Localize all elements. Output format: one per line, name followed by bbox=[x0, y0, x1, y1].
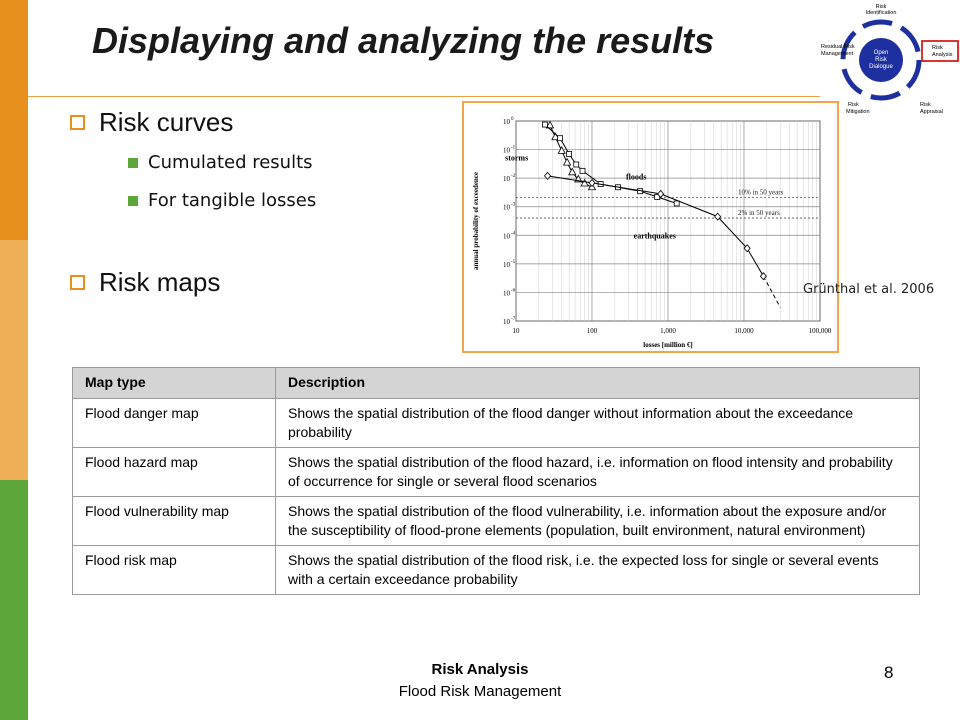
x-tick-label: 1,000 bbox=[660, 327, 676, 335]
bullet-cumulated-text: Cumulated results bbox=[148, 152, 313, 173]
table-cell-map-type: Flood vulnerability map bbox=[73, 497, 276, 546]
y-axis-label: annual probability of exceedence bbox=[472, 171, 480, 271]
cycle-node-residual-2: Management bbox=[821, 51, 854, 57]
x-tick-label: 10,000 bbox=[734, 327, 754, 335]
floods-point bbox=[574, 162, 579, 167]
storms-series-label: storms bbox=[505, 153, 529, 163]
reference-line-label: 10% in 50 years bbox=[738, 188, 784, 197]
y-tick-label: 10 bbox=[503, 232, 510, 241]
y-tick-exponent: -5 bbox=[511, 259, 516, 265]
bullet-cumulated bbox=[128, 152, 313, 173]
table-row bbox=[73, 448, 920, 497]
table-row bbox=[73, 497, 920, 546]
chart-citation: Grünthal et al. 2006 bbox=[803, 282, 935, 297]
x-tick-label: 100,000 bbox=[808, 327, 832, 335]
floods-point bbox=[580, 168, 585, 173]
bullet-risk-curves bbox=[70, 107, 233, 138]
bullet-tangible bbox=[128, 190, 316, 211]
title-divider bbox=[28, 96, 820, 97]
cycle-center-label-3: Dialogue bbox=[869, 64, 893, 70]
risk-curve-chart-frame bbox=[462, 101, 839, 353]
y-tick-label: 10 bbox=[503, 175, 510, 184]
floods-point bbox=[558, 136, 563, 141]
cycle-node-appraisal-2: Appraisal bbox=[920, 109, 943, 115]
y-tick-label: 10 bbox=[503, 318, 510, 326]
map-types-table bbox=[72, 367, 920, 595]
y-tick-exponent: -1 bbox=[511, 145, 516, 151]
cycle-node-residual-1: Residual Risk bbox=[821, 44, 855, 50]
earthquakes-series-label: earthquakes bbox=[633, 231, 676, 241]
table-cell-description: Shows the spatial distribution of the flood danger without information about the exceedance probability bbox=[276, 399, 920, 448]
y-tick-label: 10 bbox=[503, 260, 510, 269]
table-header-description: Description bbox=[276, 368, 920, 399]
risk-cycle-diagram bbox=[818, 0, 960, 128]
slide-title: Displaying and analyzing the results bbox=[92, 20, 715, 61]
cycle-node-appraisal-1: Risk bbox=[920, 102, 931, 108]
bullet-risk-maps-text: Risk maps bbox=[99, 267, 221, 297]
footer-course-title: Risk Analysis bbox=[431, 661, 529, 678]
x-tick-label: 10 bbox=[512, 327, 520, 335]
reference-line-label: 2% in 50 years bbox=[738, 209, 780, 218]
cycle-highlight-box bbox=[922, 41, 958, 61]
bullet-tangible-text: For tangible losses bbox=[148, 190, 317, 211]
table-header-map-type: Map type bbox=[73, 368, 276, 399]
square-bullet-icon bbox=[128, 196, 138, 206]
table-cell-map-type: Flood danger map bbox=[73, 399, 276, 448]
bullet-risk-curves-text: Risk curves bbox=[99, 107, 234, 137]
table-cell-map-type: Flood risk map bbox=[73, 546, 276, 595]
y-tick-label: 10 bbox=[503, 289, 510, 298]
sidebar-color-bar bbox=[0, 0, 28, 720]
y-tick-label: 10 bbox=[503, 203, 510, 212]
y-tick-exponent: -4 bbox=[511, 231, 516, 237]
risk-curve-chart bbox=[464, 103, 837, 351]
table-header-row bbox=[73, 368, 920, 399]
sidebar-light-orange-block bbox=[0, 240, 28, 480]
y-tick-exponent: -2 bbox=[511, 174, 516, 180]
checkbox-bullet-icon bbox=[70, 275, 85, 290]
table-cell-map-type: Flood hazard map bbox=[73, 448, 276, 497]
y-tick-exponent: -3 bbox=[511, 202, 516, 208]
floods-point bbox=[674, 201, 679, 206]
bullet-risk-maps bbox=[70, 267, 220, 298]
y-tick-label: 10 bbox=[503, 146, 510, 155]
y-tick-exponent: 0 bbox=[511, 117, 514, 122]
x-tick-label: 100 bbox=[586, 327, 598, 335]
square-bullet-icon bbox=[128, 158, 138, 168]
cycle-node-mitigation-1: Risk bbox=[848, 102, 859, 108]
cycle-node-analysis-1: Risk bbox=[932, 45, 943, 51]
floods-point bbox=[567, 151, 572, 156]
cycle-center-label-1: Open bbox=[873, 50, 889, 56]
sidebar-orange-block bbox=[0, 0, 28, 240]
x-axis-label: losses [million €] bbox=[643, 341, 693, 349]
table-cell-description: Shows the spatial distribution of the flood risk, i.e. the expected loss for single or several events with a certain exceedance probability bbox=[276, 546, 920, 595]
footer-subtitle: Flood Risk Management bbox=[398, 683, 562, 700]
table-cell-description: Shows the spatial distribution of the flood vulnerability, i.e. information about the exposure and/or the susceptibility of flood-prone elements (population, built environment, natural environment) bbox=[276, 497, 920, 546]
page-number: 8 bbox=[884, 663, 894, 682]
table-row bbox=[73, 546, 920, 595]
y-tick-exponent: -6 bbox=[511, 288, 516, 294]
cycle-node-analysis-2: Analysis bbox=[932, 52, 953, 58]
y-tick-label: 10 bbox=[503, 118, 510, 126]
y-tick-exponent: -7 bbox=[511, 317, 516, 322]
cycle-center-label-2: Risk bbox=[875, 57, 887, 63]
checkbox-bullet-icon bbox=[70, 115, 85, 130]
cycle-node-identification-1: Risk bbox=[875, 4, 887, 10]
floods-point bbox=[542, 122, 547, 127]
table-row bbox=[73, 399, 920, 448]
cycle-node-identification-2: Identification bbox=[865, 10, 897, 16]
floods-series-label: floods bbox=[626, 172, 647, 182]
table-cell-description: Shows the spatial distribution of the flood hazard, i.e. information on flood intensity and probability of occurrence for single or several flood scenarios bbox=[276, 448, 920, 497]
cycle-node-mitigation-2: Mitigation bbox=[846, 109, 870, 115]
